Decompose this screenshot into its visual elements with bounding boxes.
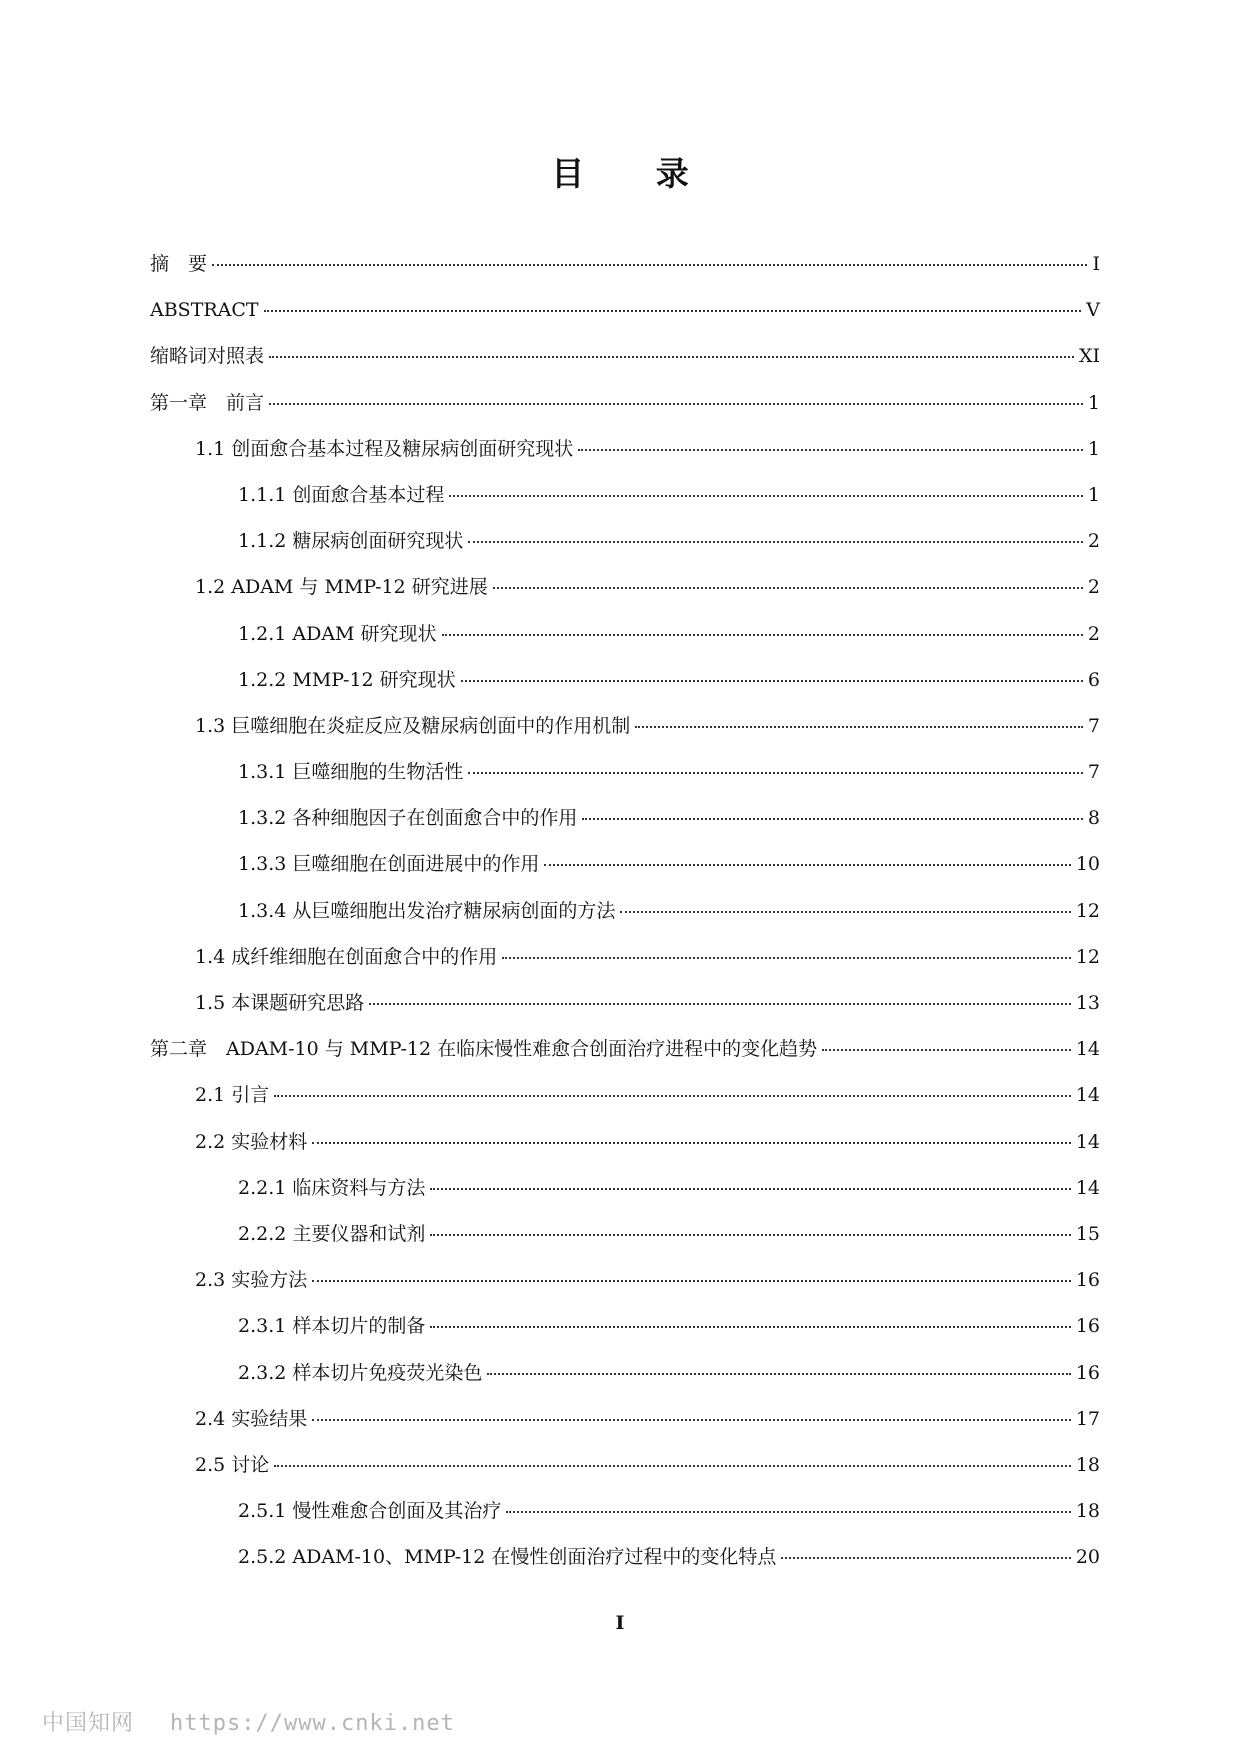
toc-dot-leader [468,541,1083,543]
toc-entry[interactable] [150,437,1100,483]
toc-entry-page: 1 [1087,391,1100,414]
toc-dot-leader [430,1326,1070,1328]
toc-entry-page: XI [1078,345,1100,368]
toc-dot-leader [449,495,1083,497]
page-title: 目 录 [551,154,719,193]
toc-entry-label: 1.1.1 创面愈合基本过程 [238,483,445,506]
toc-entry-page: 18 [1075,1453,1100,1476]
toc-entry-label: 第二章 ADAM-10 与 MMP-12 在临床慢性难愈合创面治疗进程中的变化趋势 [150,1038,818,1061]
toc-entry-label: 1.3.2 各种细胞因子在创面愈合中的作用 [238,807,578,830]
toc-entry-page: 14 [1075,1038,1100,1061]
toc-entry[interactable] [150,1176,1100,1222]
toc-entry-page: 12 [1075,899,1100,922]
toc-entry-label: 2.3 实验方法 [195,1269,308,1292]
toc-entry-page: I [1092,253,1100,275]
toc-dot-leader [269,403,1083,405]
toc-entry-label: 1.3.4 从巨噬细胞出发治疗糖尿病创面的方法 [238,899,616,922]
toc-entry-label: 1.1 创面愈合基本过程及糖尿病创面研究现状 [195,437,574,460]
toc-dot-leader [274,1095,1071,1097]
toc-dot-leader [264,310,1082,312]
toc-entry[interactable] [150,344,1100,390]
toc-entry[interactable] [150,945,1100,991]
toc-dot-leader [582,818,1083,820]
toc-entry[interactable] [150,622,1100,668]
toc-entry[interactable] [150,1268,1100,1314]
toc-dot-leader [781,1557,1070,1559]
toc-entry-label: 第一章 前言 [150,391,265,414]
toc-entry-label: 1.2 ADAM 与 MMP-12 研究进展 [195,576,488,599]
toc-dot-leader [544,864,1070,866]
toc-entry-label: 1.3.3 巨噬细胞在创面进展中的作用 [238,853,540,876]
toc-dot-leader [502,957,1071,959]
toc-dot-leader [430,1234,1070,1236]
toc-entry[interactable] [150,668,1100,714]
toc-entry[interactable] [150,1407,1100,1453]
toc-dot-leader [442,634,1083,636]
toc-entry[interactable] [150,1130,1100,1176]
toc-entry-label: 2.5.1 慢性难愈合创面及其治疗 [238,1500,502,1523]
toc-entry-page: 8 [1087,807,1100,830]
toc-dot-leader [468,772,1083,774]
toc-entry-page: 15 [1075,1222,1100,1245]
toc-entry[interactable] [150,899,1100,945]
watermark-url: https://www.cnki.net [170,1711,455,1736]
toc-entry-page: 2 [1087,576,1100,599]
toc-entry-page: 2 [1087,530,1100,553]
toc-dot-leader [620,911,1070,913]
toc-entry[interactable] [150,760,1100,806]
toc-entry[interactable] [150,714,1100,760]
toc-entry-page: 6 [1087,668,1100,691]
toc-entry-page: 10 [1075,853,1100,876]
toc-entry-page: 13 [1075,992,1100,1014]
toc-entry[interactable] [150,252,1100,298]
toc-entry-label: 1.5 本课题研究思路 [195,992,365,1014]
toc-entry-page: 14 [1075,1176,1100,1199]
toc-entry[interactable] [150,1545,1100,1591]
toc-entry-label: 2.5 讨论 [195,1453,270,1476]
watermark [42,1706,455,1737]
toc-entry-label: 缩略词对照表 [150,345,265,368]
toc-entry[interactable] [150,1499,1100,1545]
page-number: I [615,1612,625,1634]
toc-entry-label: 2.3.2 样本切片免疫荧光染色 [238,1361,483,1384]
toc-entry-page: 18 [1075,1500,1100,1523]
toc-entry-page: 20 [1075,1546,1100,1569]
toc-dot-leader [312,1142,1071,1144]
toc-dot-leader [430,1188,1070,1190]
toc-dot-leader [312,1280,1071,1282]
toc-entry-page: 7 [1087,761,1100,784]
toc-entry[interactable] [150,1361,1100,1407]
toc-dot-leader [506,1511,1070,1513]
toc-entry-label: 1.1.2 糖尿病创面研究现状 [238,530,464,553]
toc-dot-leader [635,726,1083,728]
toc-entry-label: 2.2.2 主要仪器和试剂 [238,1222,426,1245]
toc-entry-label: 1.2.2 MMP-12 研究现状 [238,668,456,691]
toc-dot-leader [822,1049,1071,1051]
toc-entry[interactable] [150,1083,1100,1129]
table-of-contents [150,252,1100,1591]
toc-entry[interactable] [150,1222,1100,1268]
toc-entry[interactable] [150,1453,1100,1499]
toc-entry-label: 1.2.1 ADAM 研究现状 [238,622,437,645]
toc-dot-leader [369,1003,1071,1005]
toc-entry-label: 2.2 实验材料 [195,1130,308,1153]
toc-entry-page: 7 [1087,714,1100,737]
toc-entry-label: 2.5.2 ADAM-10、MMP-12 在慢性创面治疗过程中的变化特点 [238,1546,777,1569]
watermark-brand: 中国知网 [42,1711,135,1736]
toc-entry-label: 2.2.1 临床资料与方法 [238,1176,426,1199]
toc-entry-page: 1 [1087,483,1100,506]
toc-entry[interactable] [150,575,1100,621]
toc-entry[interactable] [150,991,1100,1037]
toc-entry[interactable] [150,1037,1100,1083]
toc-entry-page: 14 [1075,1084,1100,1107]
toc-dot-leader [461,680,1083,682]
toc-entry-page: 2 [1087,622,1100,645]
toc-entry-page: 16 [1075,1269,1100,1292]
toc-entry-label: 2.3.1 样本切片的制备 [238,1315,426,1338]
toc-entry-page: 14 [1075,1130,1100,1153]
toc-dot-leader [493,587,1083,589]
toc-dot-leader [487,1373,1070,1375]
toc-entry[interactable] [150,298,1100,344]
toc-entry-page: V [1086,299,1100,322]
toc-dot-leader [578,449,1083,451]
toc-entry-label: 1.4 成纤维细胞在创面愈合中的作用 [195,945,498,968]
toc-dot-leader [212,264,1087,266]
toc-entry-label: 摘 要 [150,253,208,275]
toc-entry-page: 16 [1075,1361,1100,1384]
toc-entry[interactable] [150,852,1100,898]
toc-entry[interactable] [150,391,1100,437]
toc-entry[interactable] [150,483,1100,529]
toc-entry-page: 12 [1075,945,1100,968]
toc-entry[interactable] [150,806,1100,852]
toc-dot-leader [312,1419,1071,1421]
toc-dot-leader [269,356,1074,358]
toc-entry-page: 17 [1075,1407,1100,1430]
toc-entry-label: ABSTRACT [150,299,259,322]
toc-entry-page: 1 [1087,437,1100,460]
toc-entry[interactable] [150,529,1100,575]
toc-entry[interactable] [150,1314,1100,1360]
toc-entry-label: 1.3.1 巨噬细胞的生物活性 [238,761,464,784]
toc-entry-page: 16 [1075,1315,1100,1338]
toc-entry-label: 2.4 实验结果 [195,1407,308,1430]
toc-entry-label: 1.3 巨噬细胞在炎症反应及糖尿病创面中的作用机制 [195,714,631,737]
toc-dot-leader [274,1465,1071,1467]
toc-entry-label: 2.1 引言 [195,1084,270,1107]
